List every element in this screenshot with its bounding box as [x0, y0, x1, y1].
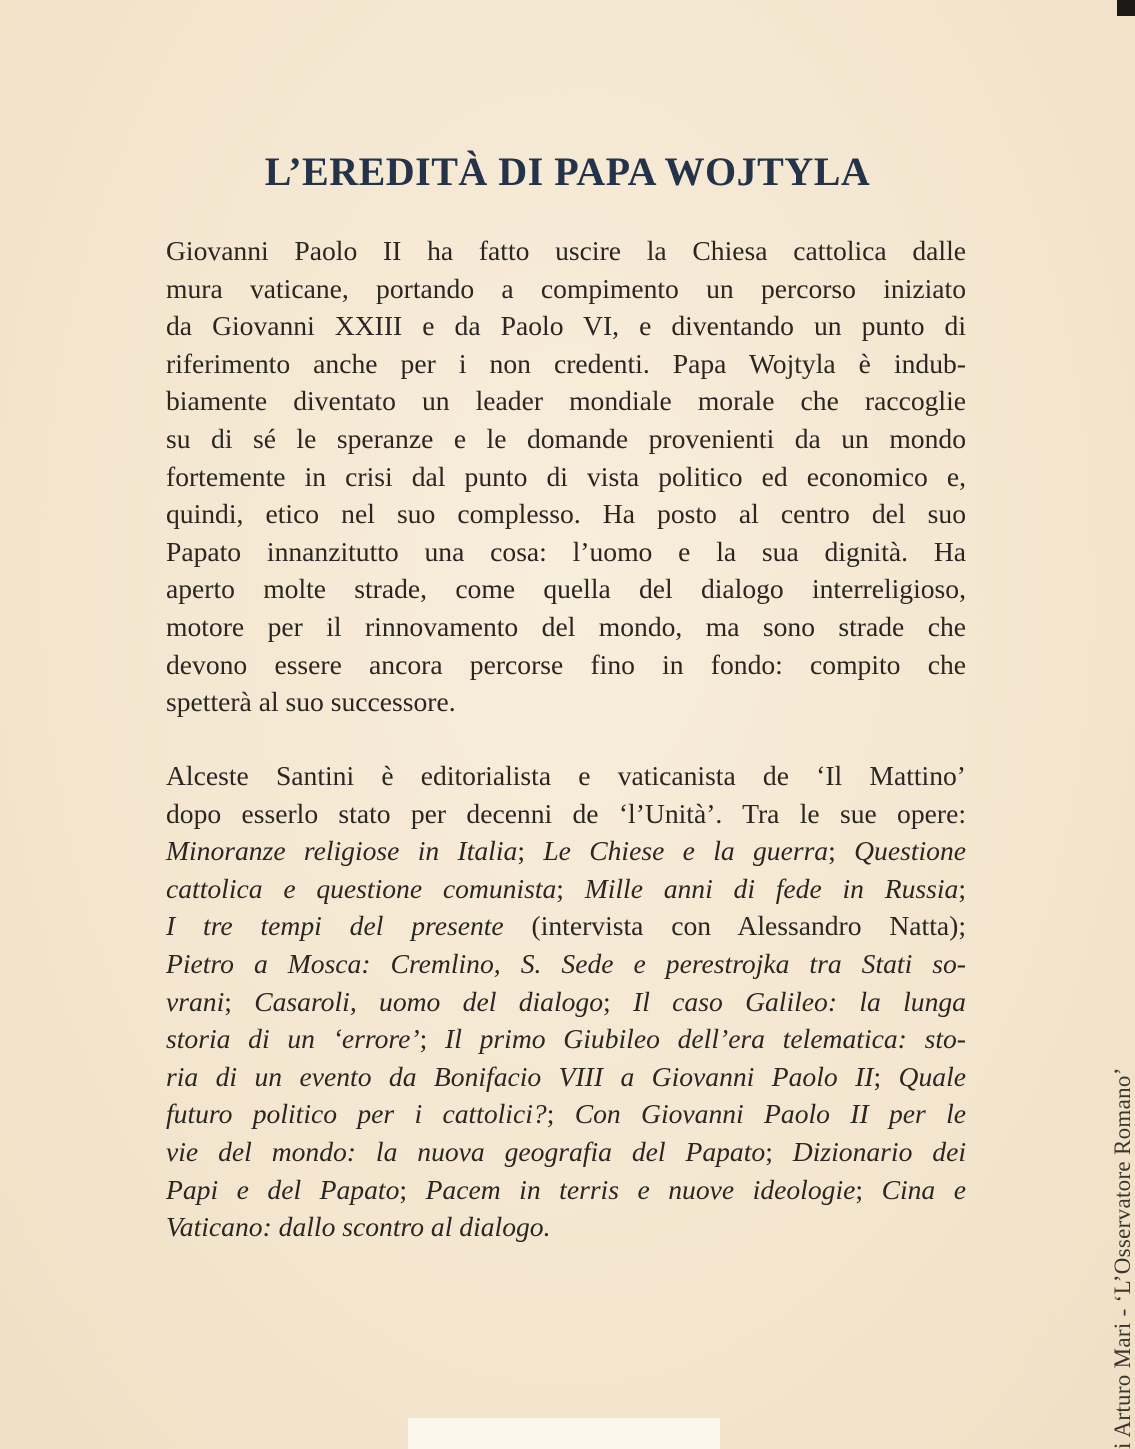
text-line: quindi, etico nel suo complesso. Ha posto al centro del suo [166, 498, 966, 530]
text-line: aperto molte strade, come quella del dialogo interreligioso, [166, 573, 966, 605]
text-line [166, 907, 966, 945]
separator: ; [765, 1135, 793, 1167]
text-line: biamente diventato un leader mondiale morale che raccoglie [166, 385, 966, 417]
text-line [166, 1171, 966, 1209]
book-title: futuro politico per i cattolici? [166, 1098, 547, 1130]
separator: ; [399, 1173, 426, 1205]
cover-edge [1117, 0, 1135, 16]
separator: ; [546, 1098, 575, 1130]
text-line: devono essere ancora percorse fino in fondo: compito che [166, 648, 966, 680]
separator: ; [855, 1173, 882, 1205]
photo-credit: i Arturo Mari - ‘L’Osservatore Romano’ [1110, 1067, 1135, 1449]
text-line: riferimento anche per i non credenti. Papa Wojtyla è indub- [166, 347, 966, 379]
book-title: Cina e [881, 1173, 967, 1205]
separator: ; [556, 872, 585, 904]
separator: ; [517, 835, 544, 867]
separator: ; [419, 1023, 446, 1055]
barcode-label-remnant [408, 1418, 720, 1449]
book-title: Minoranze religiose in Italia [166, 835, 518, 867]
text-line: Papato innanzitutto una cosa: l’uomo e la sua dignità. Ha [166, 535, 966, 567]
separator: ; [224, 985, 255, 1017]
synopsis-paragraph [166, 232, 966, 721]
text-line: da Giovanni XXIII e da Paolo VI, e diventando un punto di [166, 310, 966, 342]
text-line [166, 1208, 966, 1246]
separator: ; [603, 985, 633, 1017]
text-line: mura vaticane, portando a compimento un percorso iniziato [166, 272, 966, 304]
text-line [166, 832, 966, 870]
text-line: Alceste Santini è editorialista e vaticanista de ‘Il Mattino’ [166, 760, 966, 791]
text-line [166, 1058, 966, 1096]
separator: ; [828, 835, 855, 867]
book-title: Con Giovanni Paolo II per le [574, 1098, 966, 1130]
book-title: Mille anni di fede in Russia [584, 872, 959, 904]
book-title: vie del mondo: la nuova geografia del Papato [166, 1135, 766, 1167]
text-line [166, 1133, 966, 1171]
book-title: cattolica e questione comunista [166, 872, 557, 904]
book-title: vrani [166, 985, 225, 1017]
text-line: fortemente in crisi dal punto di vista politico ed economico e, [166, 460, 966, 492]
book-title: Il primo Giubileo dell’era telematica: sto- [445, 1023, 966, 1055]
text-line: spetterà al suo successore. [166, 686, 456, 718]
book-note: (intervista con Alessandro Natta); [503, 910, 966, 942]
text-line: dopo esserlo stato per decenni de ‘l’Unità’. Tra le sue opere: [166, 797, 966, 829]
book-title: Papi e del Papato [166, 1173, 400, 1205]
text-line [166, 1095, 966, 1133]
text-line: motore per il rinnovamento del mondo, ma sono strade che [166, 610, 966, 642]
book-title: Pacem in terris e nuove ideologie [425, 1173, 856, 1205]
separator: ; [873, 1060, 899, 1092]
text-line: Giovanni Paolo II ha fatto uscire la Chiesa cattolica dalle [166, 235, 966, 266]
text-line: su di sé le speranze e le domande provenienti da un mondo [166, 422, 966, 454]
text-line [166, 983, 966, 1021]
book-title: storia di un ‘errore’ [166, 1023, 420, 1055]
text-line [166, 870, 966, 908]
page-title: L’EREDITÀ DI PAPA WOJTYLA [264, 149, 871, 194]
book-title: Vaticano: dallo scontro al dialogo. [166, 1211, 551, 1243]
author-bio-paragraph [166, 757, 966, 1246]
book-title: Questione [854, 835, 966, 867]
book-title: ria di un evento da Bonifacio VIII a Giovanni Paolo II [166, 1060, 874, 1092]
book-title: Il caso Galileo: la lunga [633, 985, 966, 1017]
book-title: Pietro a Mosca: Cremlino, S. Sede e perestrojka tra Stati so- [166, 947, 966, 979]
book-title: Quale [898, 1060, 966, 1092]
book-title: Le Chiese e la guerra [543, 835, 829, 867]
separator: ; [958, 872, 966, 904]
text-line [166, 1020, 966, 1058]
book-title: I tre tempi del presente [166, 910, 504, 942]
book-title: Casaroli, uomo del dialogo [254, 985, 604, 1017]
text-line [166, 945, 966, 983]
book-title: Dizionario dei [792, 1135, 966, 1167]
